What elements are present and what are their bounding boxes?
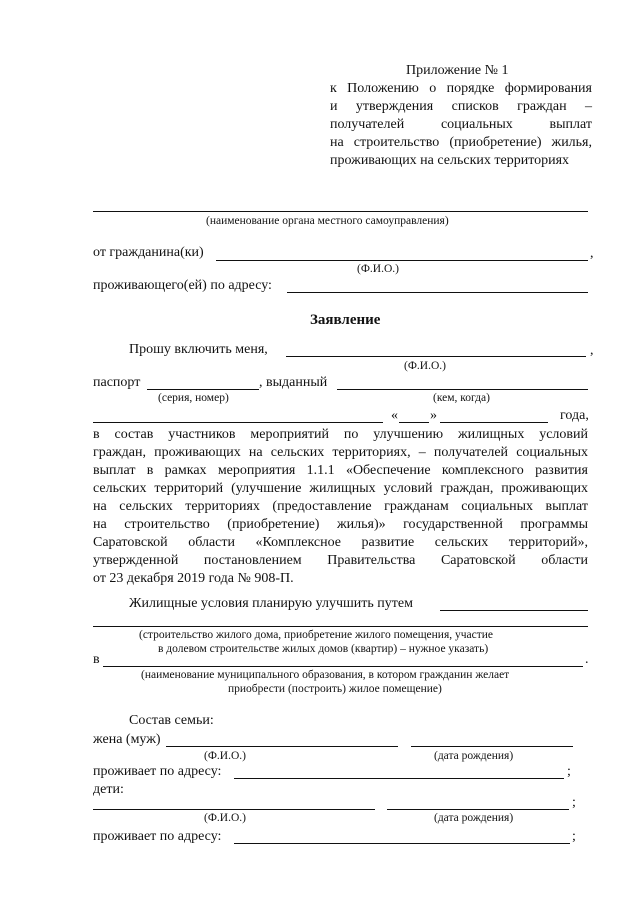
request-comma: , (590, 343, 594, 358)
request-fio-caption: (Ф.И.О.) (404, 360, 446, 372)
appendix-line-2: и утверждения списков граждан – (330, 99, 592, 114)
municipality-dot: . (585, 652, 589, 667)
place-caption-1: (наименование муниципального образования, в котором гражданин желает (141, 669, 510, 681)
spouse-fio-caption: (Ф.И.О.) (204, 750, 246, 762)
spouse-birth-line[interactable] (411, 746, 573, 747)
spouse-birth-caption: (дата рождения) (434, 750, 514, 762)
from-label: от гражданина(ки) (93, 245, 204, 260)
improve-label: Жилищные условия планирую улучшить путем (129, 596, 413, 611)
spouse-fio-line[interactable] (166, 746, 398, 747)
improve-caption-2: в долевом строительстве жилых домов (квартир) – нужное указать) (158, 643, 489, 655)
from-fio-line[interactable] (216, 260, 588, 261)
spouse-label: жена (муж) (93, 732, 161, 747)
child-semicolon: ; (572, 795, 576, 810)
series-caption: (серия, номер) (158, 392, 229, 404)
body-line-2: граждан, проживающих на сельских территориях, – получателей социальных (93, 445, 588, 460)
improve-method-line[interactable] (440, 610, 588, 611)
issuer-caption: (кем, когда) (433, 392, 490, 404)
body-line-6: на строительство (приобретение) жилья)» государственной программы (93, 517, 588, 532)
appendix-line-4: на строительство (приобретение) жилья, (330, 135, 592, 150)
body-line-4: сельских территорий (улучшение жилищных условий граждан, проживающих (93, 481, 588, 496)
passport-label: паспорт (93, 375, 141, 390)
child-fio-line[interactable] (93, 809, 375, 810)
issued-by-line[interactable] (337, 389, 588, 390)
appendix-line-5: проживающих на сельских территориях (330, 153, 570, 168)
passport-number-line[interactable] (147, 389, 259, 390)
doc-title: Заявление (310, 312, 381, 328)
body-line-8: утвержденной постановлением Правительства Саратовской области (93, 553, 588, 568)
child-address-line[interactable] (234, 843, 570, 844)
body-line-7: Саратовской области «Комплексное развитие сельских территорий», (93, 535, 588, 550)
family-title: Состав семьи: (129, 713, 214, 728)
org-name-line[interactable] (93, 211, 588, 212)
child-birth-line[interactable] (387, 809, 569, 810)
address-label: проживающего(ей) по адресу: (93, 278, 272, 293)
date-day-line[interactable] (399, 422, 429, 423)
request-fio-line[interactable] (286, 356, 586, 357)
request-intro: Прошу включить меня, (129, 342, 268, 357)
children-label: дети: (93, 782, 124, 797)
in-label: в (93, 652, 100, 667)
year-label: года, (560, 408, 589, 423)
spouse-address-line[interactable] (234, 778, 564, 779)
child-fio-caption: (Ф.И.О.) (204, 812, 246, 824)
appendix-line-3: получателей социальных выплат (330, 117, 592, 132)
spouse-address-semicolon: ; (567, 764, 571, 779)
issued-line-2[interactable] (93, 422, 383, 423)
org-name-caption: (наименование органа местного самоуправления) (206, 215, 449, 227)
from-comma: , (590, 246, 594, 261)
body-line-3: выплат в рамках мероприятия 1.1.1 «Обеспечение комплексного развития (93, 463, 588, 478)
date-open-quote: « (391, 408, 398, 423)
from-fio-caption: (Ф.И.О.) (357, 263, 399, 275)
improve-method-line-2[interactable] (93, 626, 588, 627)
child-birth-caption: (дата рождения) (434, 812, 514, 824)
municipality-line[interactable] (103, 666, 583, 667)
child-address-semicolon: ; (572, 829, 576, 844)
date-month-year-line[interactable] (440, 422, 548, 423)
body-line-5: на сельских территориях (предоставление гражданам социальных выплат (93, 499, 588, 514)
date-close-quote: » (430, 408, 437, 423)
place-caption-2: приобрести (построить) жилое помещение) (228, 683, 442, 695)
issued-label: , выданный (259, 375, 328, 390)
address-line[interactable] (287, 292, 588, 293)
body-line-9: от 23 декабря 2019 года № 908-П. (93, 571, 294, 586)
child-address-label: проживает по адресу: (93, 829, 222, 844)
body-line-1: в состав участников мероприятий по улучшению жилищных условий (93, 427, 588, 442)
appendix-line-1: к Положению о порядке формирования (330, 81, 592, 96)
improve-caption-1: (строительство жилого дома, приобретение жилого помещения, участие (139, 629, 494, 641)
spouse-address-label: проживает по адресу: (93, 764, 222, 779)
appendix-title: Приложение № 1 (406, 63, 509, 78)
